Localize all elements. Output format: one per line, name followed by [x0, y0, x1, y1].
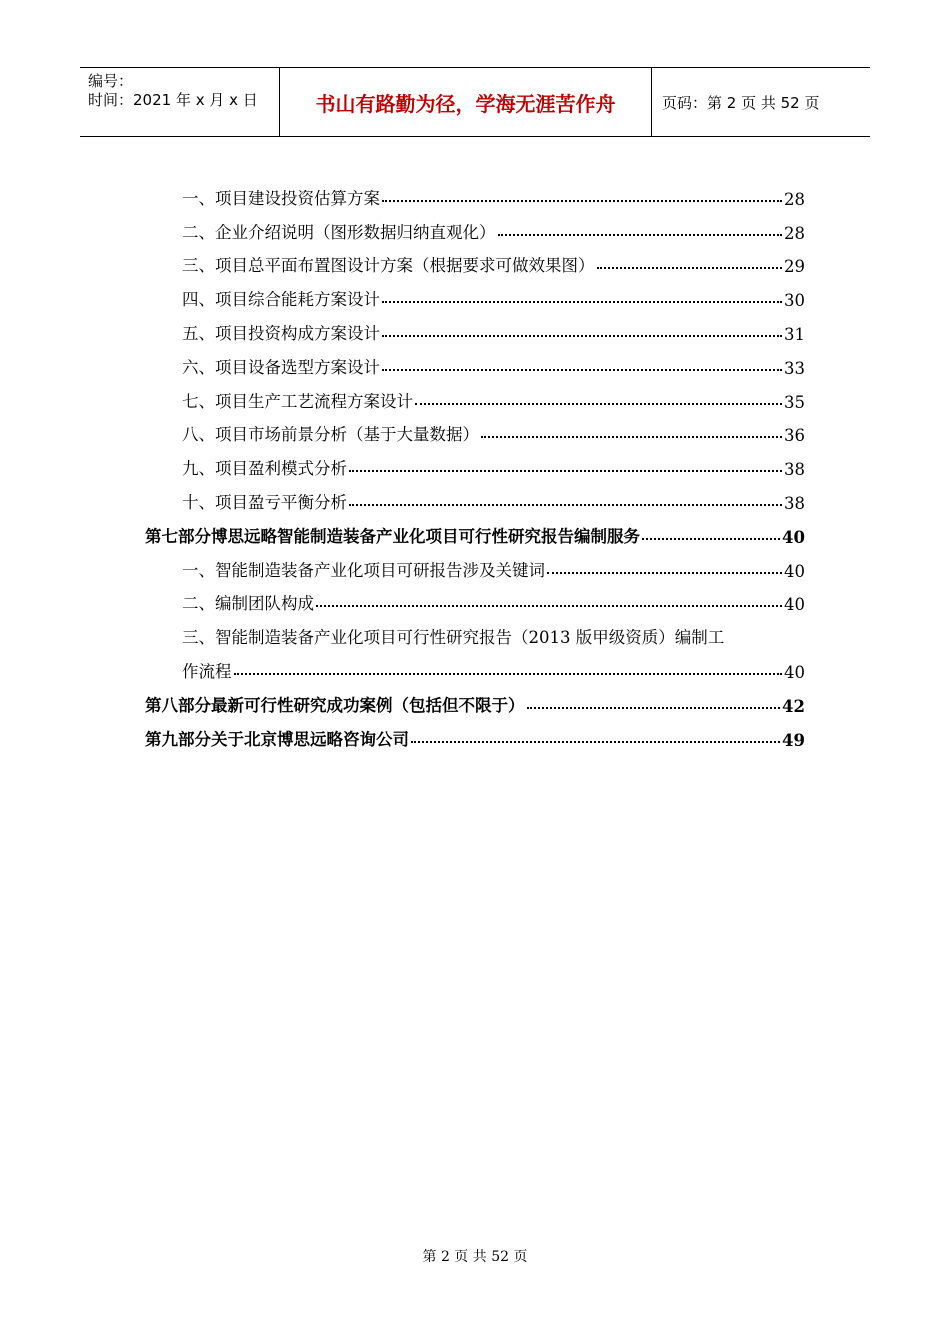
toc-entry-title: 一、智能制造装备产业化项目可研报告涉及关键词: [182, 560, 545, 580]
toc-entry[interactable]: [145, 614, 805, 648]
document-date: 时间：2021 年 x 月 x 日: [88, 91, 258, 109]
toc-entry-page: 40: [784, 561, 805, 581]
toc-leader-dots: [349, 504, 782, 506]
toc-entry-page: 36: [784, 426, 805, 446]
page-footer: 第 2 页 共 52 页: [422, 1249, 528, 1265]
toc-leader-dots: [382, 369, 782, 371]
toc-entry-page: 42: [782, 696, 805, 716]
toc-entry[interactable]: [145, 344, 805, 378]
toc-entry[interactable]: [145, 479, 805, 513]
toc-entry-title: 第九部分关于北京博思远略咨询公司: [145, 729, 409, 749]
toc-entry-title: 作流程: [182, 661, 232, 681]
toc-entry-page: 33: [784, 358, 805, 378]
toc-entry-page: 40: [782, 527, 805, 547]
toc-entry[interactable]: [145, 412, 805, 446]
toc-leader-dots: [382, 301, 782, 303]
toc-entry-title: 二、编制团队构成: [182, 594, 314, 614]
toc-leader-dots: [642, 538, 780, 540]
toc-entry-page: 29: [784, 257, 805, 277]
toc-leader-dots: [411, 741, 780, 743]
toc-entry-title: 第七部分博思远略智能制造装备产业化项目可行性研究报告编制服务: [145, 526, 640, 546]
toc-part-entry[interactable]: [145, 513, 805, 547]
toc-entry[interactable]: [145, 175, 805, 209]
toc-entry-title: 十、项目盈亏平衡分析: [182, 492, 347, 512]
toc-entry-page: 40: [784, 595, 805, 615]
toc-leader-dots: [382, 335, 782, 337]
toc-entry-title: 三、项目总平面布置图设计方案（根据要求可做效果图）: [182, 256, 595, 276]
table-of-contents: [145, 175, 805, 750]
toc-entry-page: 49: [782, 730, 805, 750]
toc-entry-continuation[interactable]: [145, 648, 805, 682]
toc-entry[interactable]: [145, 445, 805, 479]
toc-leader-dots: [481, 436, 782, 438]
toc-leader-dots: [597, 267, 783, 269]
toc-entry-page: 28: [784, 223, 805, 243]
toc-entry[interactable]: [145, 547, 805, 581]
toc-entry-title: 五、项目投资构成方案设计: [182, 323, 380, 343]
toc-entry-title: 六、项目设备选型方案设计: [182, 357, 380, 377]
toc-entry-title: 第八部分最新可行性研究成功案例（包括但不限于）: [145, 695, 525, 715]
toc-leader-dots: [234, 673, 783, 675]
toc-entry[interactable]: [145, 276, 805, 310]
toc-entry-title: 七、项目生产工艺流程方案设计: [182, 391, 413, 411]
toc-leader-dots: [316, 605, 782, 607]
header-meta: [80, 68, 280, 136]
toc-leader-dots: [415, 403, 782, 405]
toc-entry[interactable]: [145, 243, 805, 277]
toc-entry-page: 28: [784, 189, 805, 209]
toc-part-entry[interactable]: [145, 682, 805, 716]
toc-leader-dots: [382, 200, 782, 202]
toc-entry-title: 八、项目市场前景分析（基于大量数据）: [182, 425, 479, 445]
header-page-info: 页码：第 2 页 共 52 页: [662, 93, 820, 112]
toc-entry-page: 30: [784, 291, 805, 311]
toc-leader-dots: [527, 707, 781, 709]
toc-entry[interactable]: [145, 581, 805, 615]
toc-entry[interactable]: [145, 209, 805, 243]
toc-entry-title: 九、项目盈利模式分析: [182, 459, 347, 479]
toc-entry-title: 四、项目综合能耗方案设计: [182, 290, 380, 310]
toc-leader-dots: [547, 572, 782, 574]
toc-entry-page: 38: [784, 460, 805, 480]
toc-entry-page: 40: [784, 662, 805, 682]
page-header: [80, 67, 870, 137]
header-motto: 书山有路勤为径，学海无涯苦作舟: [280, 68, 652, 136]
toc-entry-title: 二、企业介绍说明（图形数据归纳直观化）: [182, 222, 496, 242]
toc-leader-dots: [498, 234, 783, 236]
toc-entry-title: 三、智能制造装备产业化项目可行性研究报告（2013 版甲级资质）编制工: [182, 628, 725, 648]
toc-part-entry[interactable]: [145, 716, 805, 750]
toc-entry[interactable]: [145, 310, 805, 344]
document-number-label: 编号：: [88, 72, 134, 90]
toc-entry-title: 一、项目建设投资估算方案: [182, 188, 380, 208]
toc-entry[interactable]: [145, 378, 805, 412]
toc-entry-page: 38: [784, 493, 805, 513]
toc-leader-dots: [349, 470, 782, 472]
toc-entry-page: 35: [784, 392, 805, 412]
toc-entry-page: 31: [784, 324, 805, 344]
